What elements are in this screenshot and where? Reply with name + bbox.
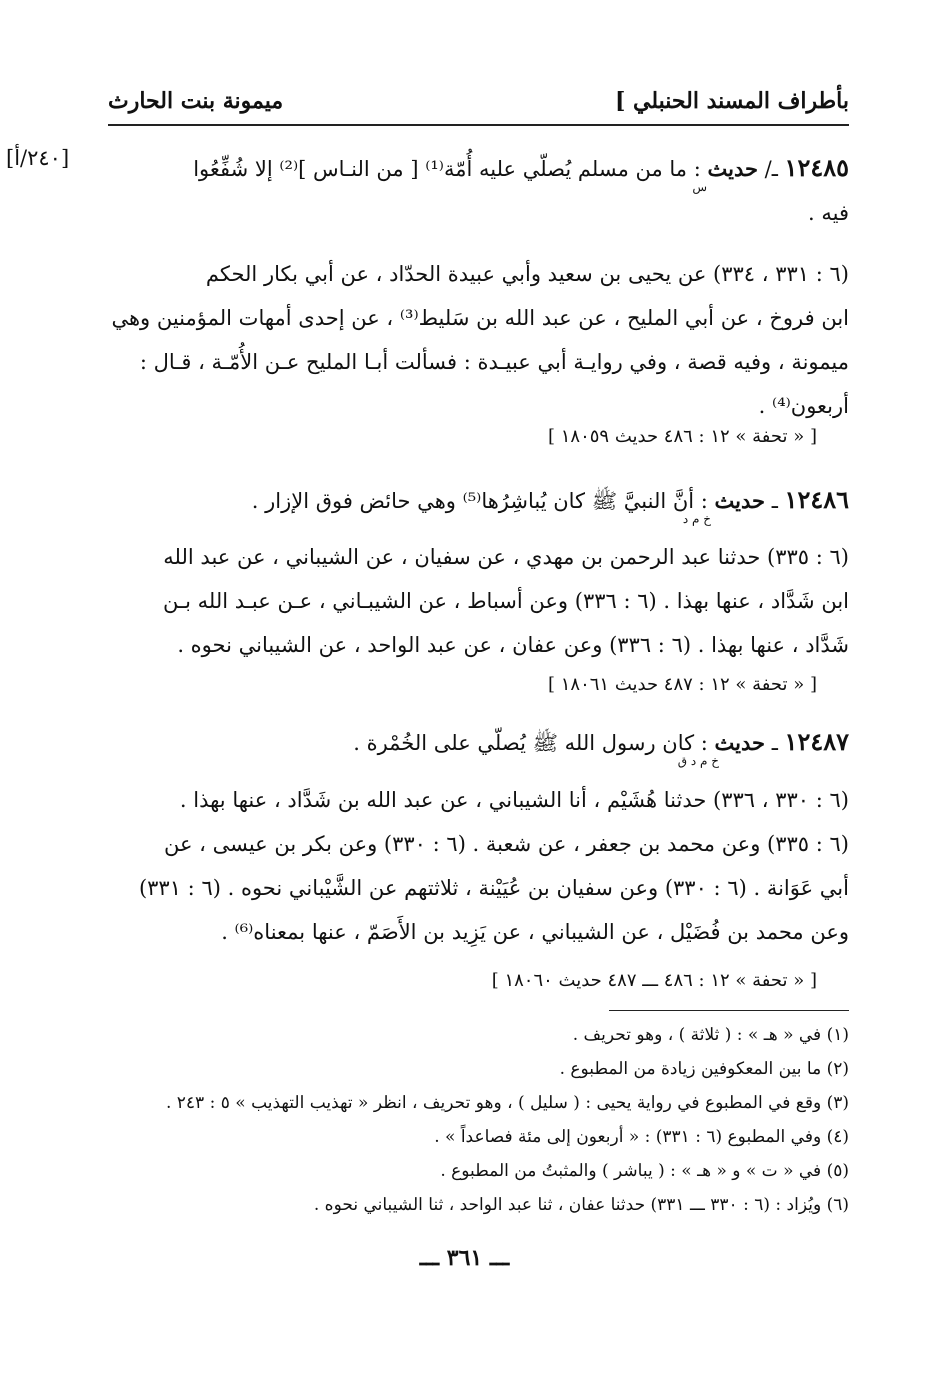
tuhfa-reference: [ « تحفة » ١٢ : ٤٨٧ حديث ١٨٠٦١ ] [548,674,817,695]
source-sigla: س [692,180,707,194]
section-title: ميمونة بنت الحارث [108,88,284,114]
isnad-line: شَدَّاد ، عنها بهذا . (٦ : ٣٣٦) وعن عفان ، عن عبد الواحد ، عن الشيباني نحوه . [177,633,849,657]
isnad-block-12485 [108,252,849,428]
hadith-text: : أنَّ النبيَّ ﷺ كان يُباشِرُها⁽⁵⁾ وهي حائض فوق الإزار . [251,489,715,513]
hadith-text: : كان رسول الله ﷺ يُصلّي على الخُمْرة . [353,731,715,755]
hadith-keyword: حديث [707,156,758,181]
page-number: ـــ ٣٦١ ـــ [419,1245,510,1271]
dash: ـ/ [757,157,785,181]
hadith-entry-12486 [108,478,849,523]
footnote: (٢) ما بين المعكوفين زيادة من المطبوع . [559,1059,849,1079]
book-title: بأطراف المسند الحنبلي ] [614,88,849,114]
isnad-line: ابن فروخ ، عن أبي المليح ، عن عبد الله بن سَليط⁽³⁾ ، عن إحدى أمهات المؤمنين وهي [111,306,849,330]
dash: ـ [765,489,785,513]
isnad-line: (٦ : ٣٣٥) وعن محمد بن جعفر ، عن شعبة . (٦ : ٣٣٠) وعن بكر بن عيسى ، عن [163,832,849,856]
isnad-line: أبي عَوَانة . (٦ : ٣٣٠) وعن سفيان بن عُيَيْنة ، ثلاثتهم عن الشَّيْباني نحوه . (٦ : ٣٣١) [138,876,849,900]
hadith-keyword: حديث [714,730,766,755]
dash: ـ [765,731,785,755]
hadith-heading [108,478,849,523]
footnote-separator [609,1010,849,1011]
margin-note: [٢٤٠/أ] [6,146,70,170]
source-sigla: خ م د [682,512,711,526]
footnote: (٥) في « ت » و « هـ » : ( يباشر ) والمثبتُ من المطبوع . [440,1161,849,1181]
hadith-heading [108,720,849,765]
isnad-line: (٦ : ٣٣٥) حدثنا عبد الرحمن بن مهدي ، عن سفيان ، عن الشيباني ، عن عبد الله [163,545,849,569]
hadith-keyword: حديث [714,488,766,513]
footnote: (٦) ويُزاد : (٦ : ٣٣٠ ـــ ٣٣١) حدثنا عفان ، ثنا عبد الواحد ، ثنا الشيباني نحوه . [313,1195,849,1215]
footnote: (١) في « هـ » : ( ثلاثة ) ، وهو تحريف . [572,1025,849,1045]
isnad-block-12487 [108,778,849,954]
hadith-number: ١٢٤٨٦ [784,485,849,514]
hadith-number: ١٢٤٨٧ [784,727,849,756]
isnad-line: (٦ : ٣٣١ ، ٣٣٤) عن يحيى بن سعيد وأبي عبيدة الحدّاد ، عن أبي بكار الحكم [205,262,849,286]
isnad-line: أربعون⁽⁴⁾ . [758,394,849,418]
isnad-line: (٦ : ٣٣٠ ، ٣٣٦) حدثنا هُشَيْم ، أنا الشيباني ، عن عبد الله بن شَدَّاد ، عنها بهذا . [179,788,849,812]
tuhfa-reference: [ « تحفة » ١٢ : ٤٨٦ ـــ ٤٨٧ حديث ١٨٠٦٠ ] [491,970,817,991]
footnote: (٣) وقع في المطبوع في رواية يحيى : ( سليل ) ، وهو تحريف ، انظر « تهذيب التهذيب » ٥ : ٢٤٣ . [165,1093,849,1113]
footnotes [108,1018,849,1222]
isnad-block-12486 [108,535,849,667]
hadith-text-continued: فيه . [808,201,849,225]
tuhfa-reference: [ « تحفة » ١٢ : ٤٨٦ حديث ١٨٠٥٩ ] [548,426,817,447]
hadith-entry-12485 [170,146,849,235]
isnad-line: ابن شَدَّاد ، عنها بهذا . (٦ : ٣٣٦) وعن أسباط ، عن الشيبـاني ، عـن عبـد الله بـن [162,589,849,613]
hadith-heading [170,146,849,191]
isnad-line: ميمونة ، وفيه قصة ، وفي روايـة أبي عبيـدة : فسألت أبـا المليح عـن الأُمّـة ، قـال : [139,350,849,374]
hadith-text: : ما من مسلم يُصلّي عليه أُمّة⁽¹⁾ [ من النـاس ]⁽²⁾ إلا شُفِّعُوا [193,157,708,181]
hadith-entry-12487 [108,720,849,765]
running-header [108,88,849,126]
footnote: (٤) وفي المطبوع (٦ : ٣٣١) : « أربعون إلى مئة فصاعداً » . [434,1127,849,1147]
isnad-line: وعن محمد بن فُضَيْل ، عن الشيباني ، عن يَزِيد بن الأَصَمّ ، عنها بمعناه⁽⁶⁾ . [221,920,849,944]
source-sigla: خ م د ق [677,754,719,768]
hadith-number: ١٢٤٨٥ [784,153,849,182]
